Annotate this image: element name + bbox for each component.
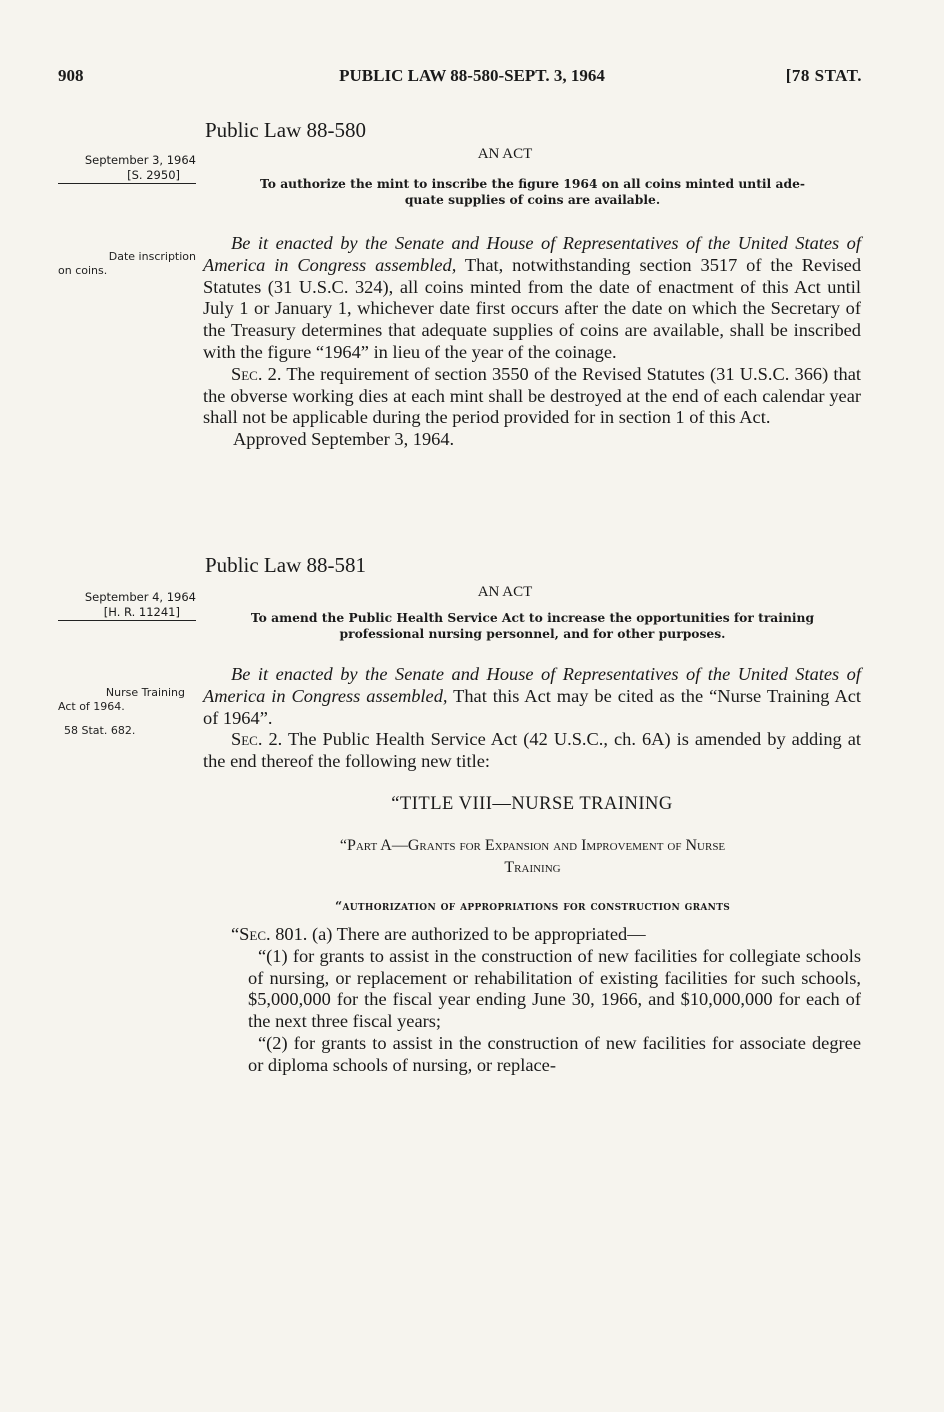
law-date: September 4, 1964	[84, 590, 196, 604]
section-2	[203, 364, 861, 429]
act-purpose	[205, 176, 860, 208]
enacting-clause: Be it enacted by the Senate and House of Representatives of the United States of America in Congress assembled,	[203, 233, 861, 275]
purpose-line: professional nursing personnel, and for other purposes.	[339, 626, 726, 641]
section-label: Sec. 2.	[231, 729, 283, 750]
part-heading	[205, 835, 860, 879]
margin-note-line: on coins.	[58, 264, 108, 277]
paragraph-1: “(1) for grants to assist in the construction of new facilities for collegiate schools of nursing, or replacement or rehabilitation of existing facilities for such schools, $5,000,000 for the fiscal year ending June 30, 1966, and $10,000,000 for each of the next three fiscal years;	[248, 945, 861, 1032]
law-body	[203, 664, 861, 773]
act-label: AN ACT	[477, 584, 533, 600]
section-text: That this Act may be cited as the “Nurse Training Act of 1964”.	[203, 685, 861, 728]
section-text: (a) There are authorized to be appropriated—	[312, 924, 646, 944]
purpose-line: To authorize the mint to inscribe the figure 1964 on all coins minted until ade-	[259, 176, 806, 191]
law-date: September 3, 1964	[84, 153, 196, 167]
volume-label: [78 STAT.	[785, 66, 862, 85]
subsection-heading: “authorization of appropriations for construction grants	[334, 898, 730, 913]
margin-note-line: Act of 1964.	[58, 700, 125, 713]
law-date-block	[58, 590, 196, 621]
section-text: That, notwithstanding section 3517 of the Revised Statutes (31 U.S.C. 324), all coins minted from the date of enactment of this Act until July 1 or January 1, whichever date first occurs after the date on which the Secretary of the Treasury determines that adequate supplies of coins are available, shall be inscribed with the figure “1964” in lieu of the year of the coinage.	[203, 254, 862, 362]
margin-note-citation: 58 Stat. 682.	[64, 724, 136, 737]
section-text: The Public Health Service Act (42 U.S.C., ch. 6A) is amended by adding at the end thereof the following new title:	[203, 729, 862, 772]
section-label: “Sec. 801.	[231, 924, 308, 944]
margin-note-line: Nurse Training	[105, 686, 185, 699]
section-text: The requirement of section 3550 of the Revised Statutes (31 U.S.C. 366) that the obverse working dies at each mint shall be destroyed at the end of each calendar year shall not be applicable during the period provided for in section 1 of this Act.	[203, 363, 862, 428]
act-purpose	[205, 610, 860, 642]
bill-number: [S. 2950]	[58, 168, 196, 184]
law-title: Public Law 88-580	[205, 118, 366, 142]
margin-note	[58, 250, 196, 278]
title-heading: “TITLE VIII—NURSE TRAINING	[391, 794, 673, 814]
part-heading-line: Training	[504, 859, 561, 876]
enacting-clause: Be it enacted by the Senate and House of Representatives of the United States of America in Congress assembled,	[203, 664, 861, 706]
running-title: PUBLIC LAW 88-580-SEPT. 3, 1964	[339, 66, 605, 85]
section-1	[203, 233, 861, 364]
section-801-intro	[203, 924, 861, 946]
approved-line: Approved September 3, 1964.	[233, 429, 455, 450]
purpose-line: To amend the Public Health Service Act to increase the opportunities for training	[250, 610, 815, 625]
bill-number: [H. R. 11241]	[58, 605, 196, 621]
law-title: Public Law 88-581	[205, 553, 366, 577]
paragraph-2: “(2) for grants to assist in the construction of new facilities for associate degree or diploma schools of nursing, or replace-	[248, 1032, 861, 1075]
law-body	[203, 233, 861, 451]
section-label: Sec. 2.	[231, 363, 282, 384]
section-1	[203, 664, 861, 729]
act-label: AN ACT	[477, 146, 533, 162]
section-801	[203, 924, 861, 1077]
law-date-block	[58, 153, 196, 184]
page-number: 908	[58, 66, 84, 85]
purpose-line: quate supplies of coins are available.	[404, 192, 661, 207]
margin-note	[58, 686, 185, 714]
section-2	[203, 729, 861, 773]
part-heading-line: “Part A—Grants for Expansion and Improvement of Nurse	[339, 837, 726, 854]
margin-note-line: Date inscription	[108, 250, 196, 263]
